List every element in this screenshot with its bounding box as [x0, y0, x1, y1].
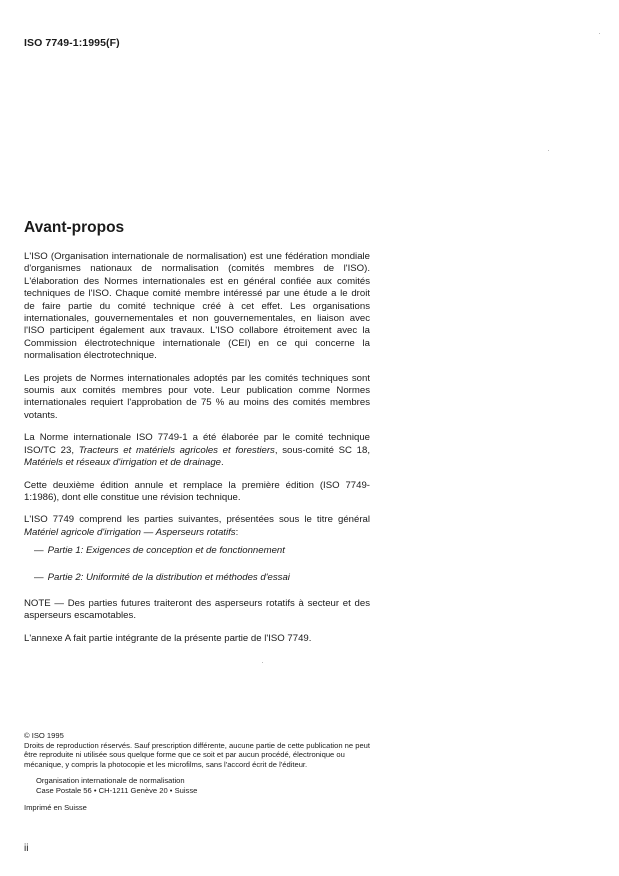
- copyright-org: Organisation internationale de normalisation: [36, 776, 185, 786]
- parts-text-1: L'ISO 7749 comprend les parties suivantes, présentées sous le titre général: [24, 514, 370, 526]
- foreword-body: [24, 251, 370, 655]
- copyright-address: Case Postale 56 • CH-1211 Genève 20 • Suisse: [36, 785, 198, 795]
- scan-speck: [599, 33, 600, 34]
- parts-text-2: :: [235, 526, 239, 538]
- paragraph-iso-description: L'ISO (Organisation internationale de normalisation) est une fédération mondiale d'organismes nationaux de normalisation (comités membres de l'ISO). L'élaboration des Normes internationales est en général confiée aux comités techniques de l'ISO. Chaque comité membre intéressé par une étude a le droit de faire partie du comité technique créé à cet effet. Les organisations internationales, gouvernementales et non gouvernementales, en liaison avec l'ISO participent également aux travaux. L'ISO collabore étroitement avec la Commission électrotechnique internationale (CEI) en ce qui concerne la normalisation électrotechnique.: [24, 251, 370, 362]
- paragraph-annex: L'annexe A fait partie intégrante de la présente partie de l'ISO 7749.: [24, 632, 312, 644]
- paragraph-voting: Les projets de Normes internationales adoptés par les comités techniques sont soumis aux comités membres pour vote. Leur publication comme Normes internationales requiert l'approbation de 75 % au moins des comités membres votants.: [24, 372, 370, 421]
- committee-text-1: La Norme internationale ISO 7749-1 a été élaborée par le comité technique ISO/TC 23,: [24, 432, 370, 456]
- part-2-label: Partie 2: Uniformité de la distribution et méthodes d'essai: [47, 571, 290, 583]
- paragraph-committee: [24, 432, 370, 469]
- copyright-block: [24, 731, 370, 812]
- parts-general-title: Matériel agricole d'irrigation — Asperseurs rotatifs: [24, 526, 236, 538]
- printed-in: Imprimé en Suisse: [24, 802, 87, 812]
- page-number: ii: [24, 843, 29, 854]
- paragraph-edition: Cette deuxième édition annule et remplace la première édition (ISO 7749-1:1986), dont elle constitue une révision technique.: [24, 479, 370, 503]
- scan-speck: [262, 662, 263, 663]
- list-item-part-2: — Partie 2: Uniformité de la distribution et méthodes d'essai: [34, 571, 290, 583]
- document-id: ISO 7749-1:1995(F): [24, 37, 120, 49]
- list-item-part-1: — Partie 1: Exigences de conception et de fonctionnement: [34, 545, 285, 557]
- committee-text-2: , sous-comité SC 18,: [274, 444, 370, 456]
- committee-text-3: .: [221, 457, 224, 469]
- committee-sc-name: Matériels et réseaux d'irrigation et de drainage: [24, 457, 222, 469]
- copyright-rights: Droits de reproduction réservés. Sauf prescription différente, aucune partie de cette publication ne peut être reproduite ni utilisée sous quelque forme que ce soit et par aucun procédé, électronique ou mécanique, y compris la photocopie et les microfilms, sans l'accord écrit de l'éditeur.: [24, 740, 371, 769]
- committee-tc-name: Tracteurs et matériels agricoles et forestiers: [78, 444, 275, 456]
- part-1-label: Partie 1: Exigences de conception et de fonctionnement: [47, 545, 285, 557]
- copyright-line: © ISO 1995: [24, 731, 64, 740]
- note: NOTE — Des parties futures traiteront des asperseurs rotatifs à secteur et des asperseurs escamotables.: [24, 597, 370, 622]
- paragraph-parts: [24, 514, 370, 539]
- page-title: Avant-propos: [24, 219, 125, 236]
- scan-speck: [548, 150, 549, 151]
